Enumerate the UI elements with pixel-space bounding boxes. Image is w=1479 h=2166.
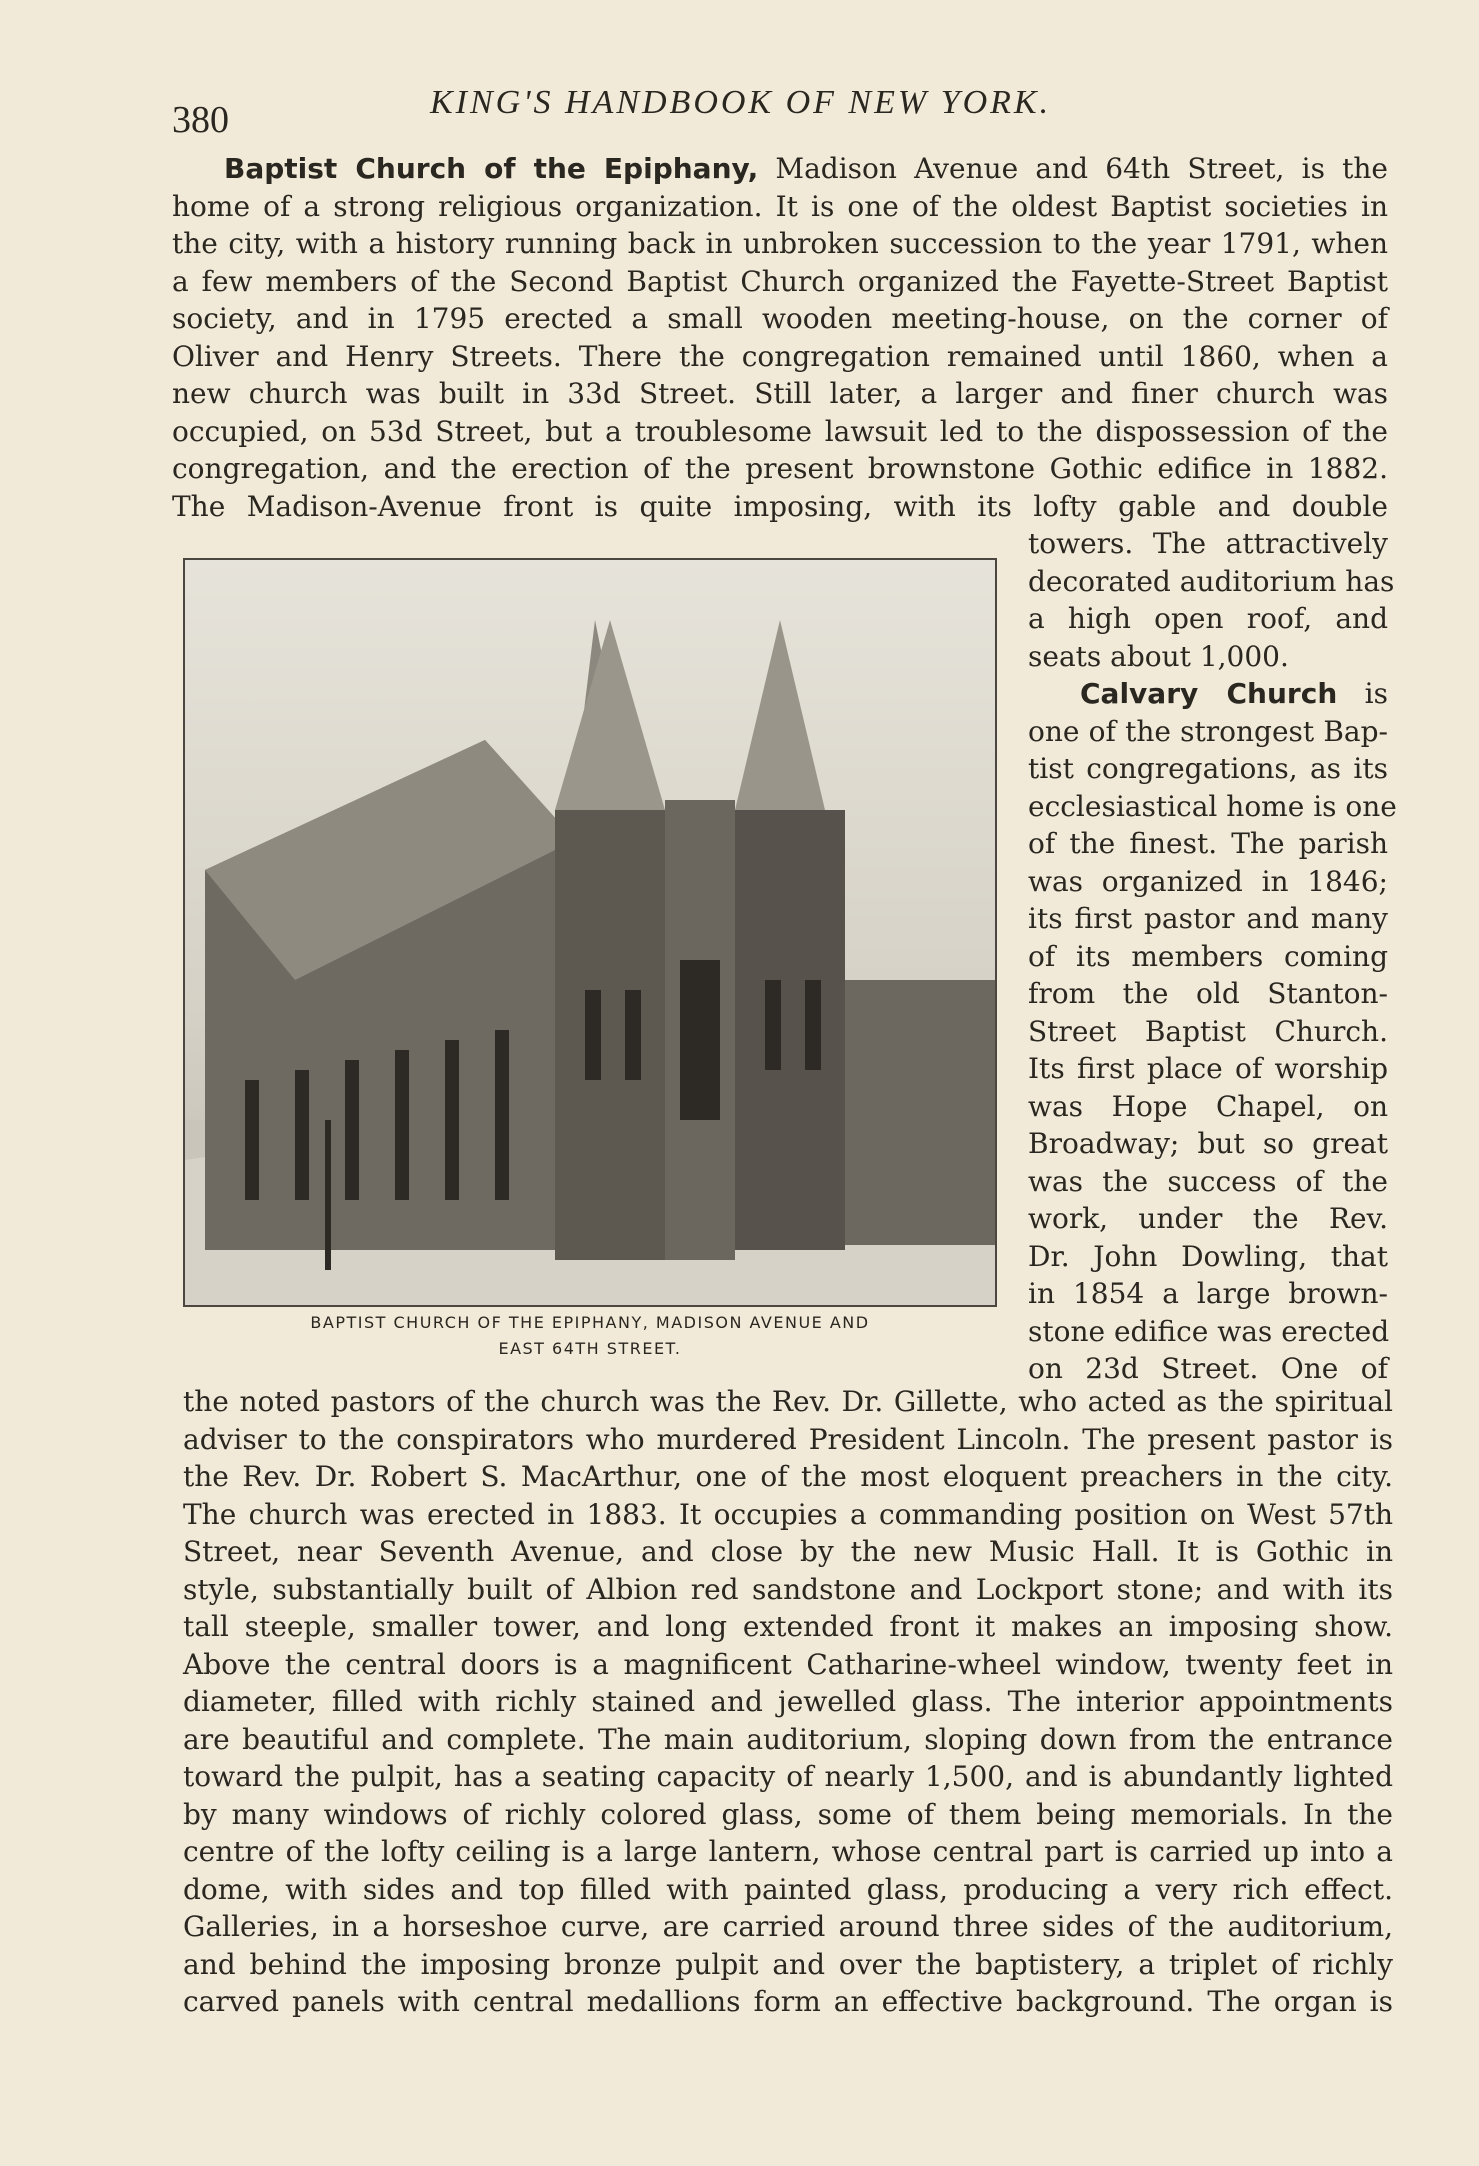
- paragraph-line: toward the pulpit, has a seating capacity of nearly 1,500, and is abundantly lighted: [183, 1760, 1393, 1793]
- paragraph-line: tall steeple, smaller tower, and long extended front it makes an imposing show.: [183, 1610, 1393, 1643]
- paragraph-line: in 1854 a large brown-: [1028, 1277, 1388, 1310]
- paragraph-line: Broadway; but so great: [1028, 1127, 1388, 1160]
- paragraph-line: the city, with a history running back in unbroken succession to the year 1791, when: [172, 227, 1388, 260]
- paragraph-line: from the old Stanton-: [1028, 977, 1388, 1010]
- paragraph-line: congregation, and the erection of the present brownstone Gothic edifice in 1882.: [172, 452, 1388, 485]
- paragraph-line: was organized in 1846;: [1028, 864, 1388, 898]
- paragraph-line: Street, near Seventh Avenue, and close by the new Music Hall. It is Gothic in: [183, 1535, 1393, 1568]
- paragraph-line: Dr. John Dowling, that: [1028, 1239, 1388, 1273]
- paragraph-line: decorated auditorium has: [1028, 564, 1395, 598]
- paragraph-line: [172, 150, 1388, 188]
- paragraph-line: adviser to the conspirators who murdered President Lincoln. The present pastor is: [183, 1422, 1393, 1456]
- side-column: [1028, 525, 1397, 1388]
- paragraph-line: a high open roof, and: [1028, 602, 1388, 635]
- figure-caption: [200, 1310, 980, 1362]
- paragraph-line: work, under the Rev.: [1028, 1202, 1388, 1235]
- paragraph-line: of the finest. The parish: [1028, 827, 1388, 860]
- paragraph-line: Its first place of worship: [1028, 1052, 1388, 1085]
- paragraph-line: one of the strongest Bap-: [1028, 714, 1388, 748]
- paragraph-line: a few members of the Second Baptist Church organized the Fayette-Street Baptist: [172, 264, 1388, 298]
- paragraph-line: on 23d Street. One of: [1028, 1352, 1388, 1385]
- paragraph-line: home of a strong religious organization. It is one of the oldest Baptist societies in: [172, 189, 1388, 223]
- paragraph-line: style, substantially built of Albion red sandstone and Lockport stone; and with its: [183, 1572, 1393, 1606]
- epiphany-paragraph: [172, 150, 1388, 525]
- paragraph-line: by many windows of richly colored glass, some of them being memorials. In the: [183, 1797, 1393, 1831]
- epiphany-heading: Baptist Church of the Epiphany,: [224, 152, 759, 185]
- paragraph-line: Street Baptist Church.: [1028, 1014, 1388, 1048]
- running-title: KING'S HANDBOOK OF NEW YORK.: [430, 84, 1052, 121]
- paragraph-line: of its members coming: [1028, 939, 1388, 973]
- paragraph-line: ecclesiastical home is one: [1028, 789, 1397, 823]
- paragraph-line: the Rev. Dr. Robert S. MacArthur, one of the most eloquent preachers in the city.: [183, 1460, 1393, 1493]
- line-text: Madison Avenue and 64th Street, is the: [775, 152, 1388, 185]
- paragraph-line: The Madison-Avenue front is quite imposing, with its lofty gable and double: [172, 489, 1388, 523]
- caption-line: BAPTIST CHURCH OF THE EPIPHANY, MADISON AVENUE AND: [310, 1313, 870, 1332]
- paragraph-line: society, and in 1795 erected a small wooden meeting-house, on the corner of: [172, 302, 1388, 335]
- paragraph-line: Oliver and Henry Streets. There the congregation remained until 1860, when a: [172, 339, 1388, 373]
- paragraph-line: and behind the imposing bronze pulpit and over the baptistery, a triplet of richly: [183, 1947, 1393, 1981]
- paragraph-line: occupied, on 53d Street, but a troublesome lawsuit led to the dispossession of the: [172, 414, 1388, 448]
- paragraph-line: diameter, filled with richly stained and jewelled glass. The interior appointments: [183, 1685, 1393, 1718]
- paragraph-line: are beautiful and complete. The main auditorium, sloping down from the entrance: [183, 1722, 1393, 1756]
- line-text: is: [1364, 677, 1388, 710]
- calvary-heading: Calvary Church: [1080, 677, 1338, 710]
- paragraph-line: its first pastor and many: [1028, 902, 1388, 935]
- paragraph-line: Galleries, in a horseshoe curve, are carried around three sides of the auditorium,: [183, 1910, 1393, 1943]
- paragraph-line: seats about 1,000.: [1028, 639, 1289, 673]
- calvary-paragraph: [183, 1383, 1393, 2021]
- paragraph-line: The church was erected in 1883. It occupies a commanding position on West 57th: [183, 1497, 1393, 1531]
- paragraph-line: was the success of the: [1028, 1164, 1388, 1198]
- church-illustration: [183, 558, 997, 1307]
- paragraph-line: was Hope Chapel, on: [1028, 1089, 1388, 1123]
- paragraph-line: Above the central doors is a magnificent Catharine-wheel window, twenty feet in: [183, 1647, 1393, 1681]
- page-number: 380: [172, 99, 229, 141]
- paragraph-line: centre of the lofty ceiling is a large lantern, whose central part is carried up into a: [183, 1835, 1393, 1868]
- paragraph-line: stone edifice was erected: [1028, 1314, 1390, 1348]
- paragraph-line: [1028, 675, 1388, 713]
- church-drawing: [185, 560, 995, 1305]
- paragraph-line: towers. The attractively: [1028, 527, 1388, 560]
- paragraph-line: carved panels with central medallions form an effective background. The organ is: [183, 1985, 1393, 2018]
- caption-line: EAST 64TH STREET.: [498, 1339, 682, 1358]
- paragraph-line: tist congregations, as its: [1028, 752, 1388, 785]
- paragraph-line: dome, with sides and top filled with painted glass, producing a very rich effect.: [183, 1872, 1393, 1906]
- paragraph-line: the noted pastors of the church was the Rev. Dr. Gillette, who acted as the spiritual: [183, 1385, 1393, 1418]
- paragraph-line: new church was built in 33d Street. Still later, a larger and finer church was: [172, 377, 1388, 410]
